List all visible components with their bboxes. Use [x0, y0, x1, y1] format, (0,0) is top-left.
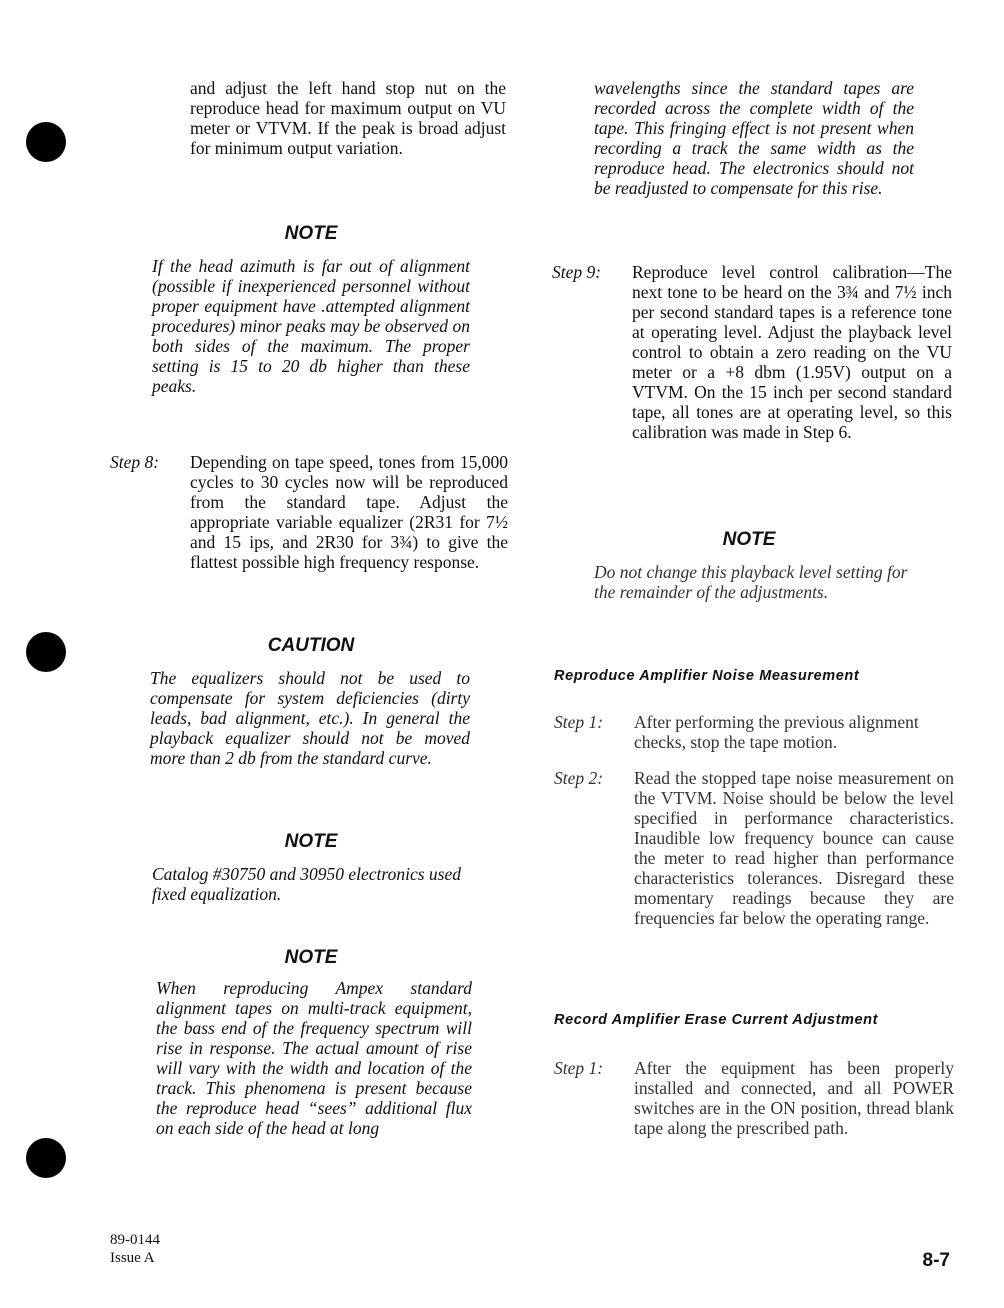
- note-heading-1: NOTE: [284, 223, 338, 244]
- step-8-label: Step 8:: [110, 452, 160, 472]
- binder-hole-top: [26, 122, 66, 162]
- note-text-2: Catalog #30750 and 30950 electronics used fixed equalization.: [152, 864, 461, 904]
- document-number: 89-0144: [110, 1232, 160, 1248]
- left-intro-paragraph: and adjust the left hand stop nut on the reproduce head for maximum output on VU meter or VTVM. If the peak is broad adjust for minimum output variation.: [190, 78, 506, 158]
- note-heading-3: NOTE: [284, 947, 338, 968]
- section-title-noise-measurement: Reproduce Amplifier Noise Measurement: [554, 668, 860, 684]
- caution-text: The equalizers should not be used to compensate for system deficiencies (dirty leads, bad alignment, etc.). In general the playback equalizer should not be moved more than 2 db from the standard curve.: [150, 668, 470, 768]
- section-title-erase-current: Record Amplifier Erase Current Adjustment: [554, 1012, 879, 1028]
- step-9-label: Step 9:: [552, 262, 602, 282]
- noise-step-1-text: After performing the previous alignment checks, stop the tape motion.: [634, 712, 919, 752]
- note-text-1: If the head azimuth is far out of alignment (possible if inexperienced personnel without proper equipment have .attempted alignment procedures) minor peaks may be observed on both sides of the maximum. The proper setting is 15 to 20 db higher than these peaks.: [152, 256, 470, 396]
- erase-step-1-label: Step 1:: [554, 1058, 604, 1078]
- note-text-3: When reproducing Ampex standard alignment tapes on multi-track equipment, the bass end of the frequency spectrum will rise in response. The actual amount of rise will vary with the width and location of the track. This phenomena is present because the reproduce head “sees” additional flux on each side of the head at long: [156, 978, 472, 1138]
- issue-label: Issue A: [110, 1250, 155, 1266]
- noise-step-2-label: Step 2:: [554, 768, 604, 788]
- page-number: 8-7: [922, 1250, 950, 1271]
- step-8-text: Depending on tape speed, tones from 15,000 cycles to 30 cycles now will be reproduced from the standard tape. Adjust the appropriate variable equalizer (2R31 for 7½ and 15 ips, and 2R30 for 3¾) to give the flattest possible high frequency response.: [190, 452, 508, 572]
- note-heading-2: NOTE: [284, 831, 338, 852]
- binder-hole-middle: [26, 632, 66, 672]
- noise-step-2-text: Read the stopped tape noise measurement on the VTVM. Noise should be below the level specified in performance characteristics. Inaudible low frequency bounce can cause the meter to read higher than performance characteristics tolerances. Disregard these momentary readings because they are frequencies far below the operating range.: [634, 768, 954, 928]
- noise-step-1-label: Step 1:: [554, 712, 604, 732]
- binder-hole-bottom: [26, 1138, 66, 1178]
- note-heading-4: NOTE: [722, 529, 776, 550]
- caution-heading: CAUTION: [267, 635, 355, 656]
- note-text-4: Do not change this playback level setting for the remainder of the adjustments.: [594, 562, 908, 602]
- right-continued-paragraph: wavelengths since the standard tapes are recorded across the complete width of the tape. This fringing effect is not present when recording a track the same width as the reproduce head. The electronics should not be readjusted to compensate for this rise.: [594, 78, 914, 198]
- step-9-text: Reproduce level control calibration—The next tone to be heard on the 3¾ and 7½ inch per second standard tapes is a reference tone at operating level. Adjust the playback level control to obtain a zero reading on the VU meter or a +8 dbm (1.95V) output on a VTVM. On the 15 inch per second standard tape, all tones are at operating level, so this calibration was made in Step 6.: [632, 262, 952, 442]
- erase-step-1-text: After the equipment has been properly installed and connected, and all POWER switches are in the ON position, thread blank tape along the prescribed path.: [634, 1058, 954, 1138]
